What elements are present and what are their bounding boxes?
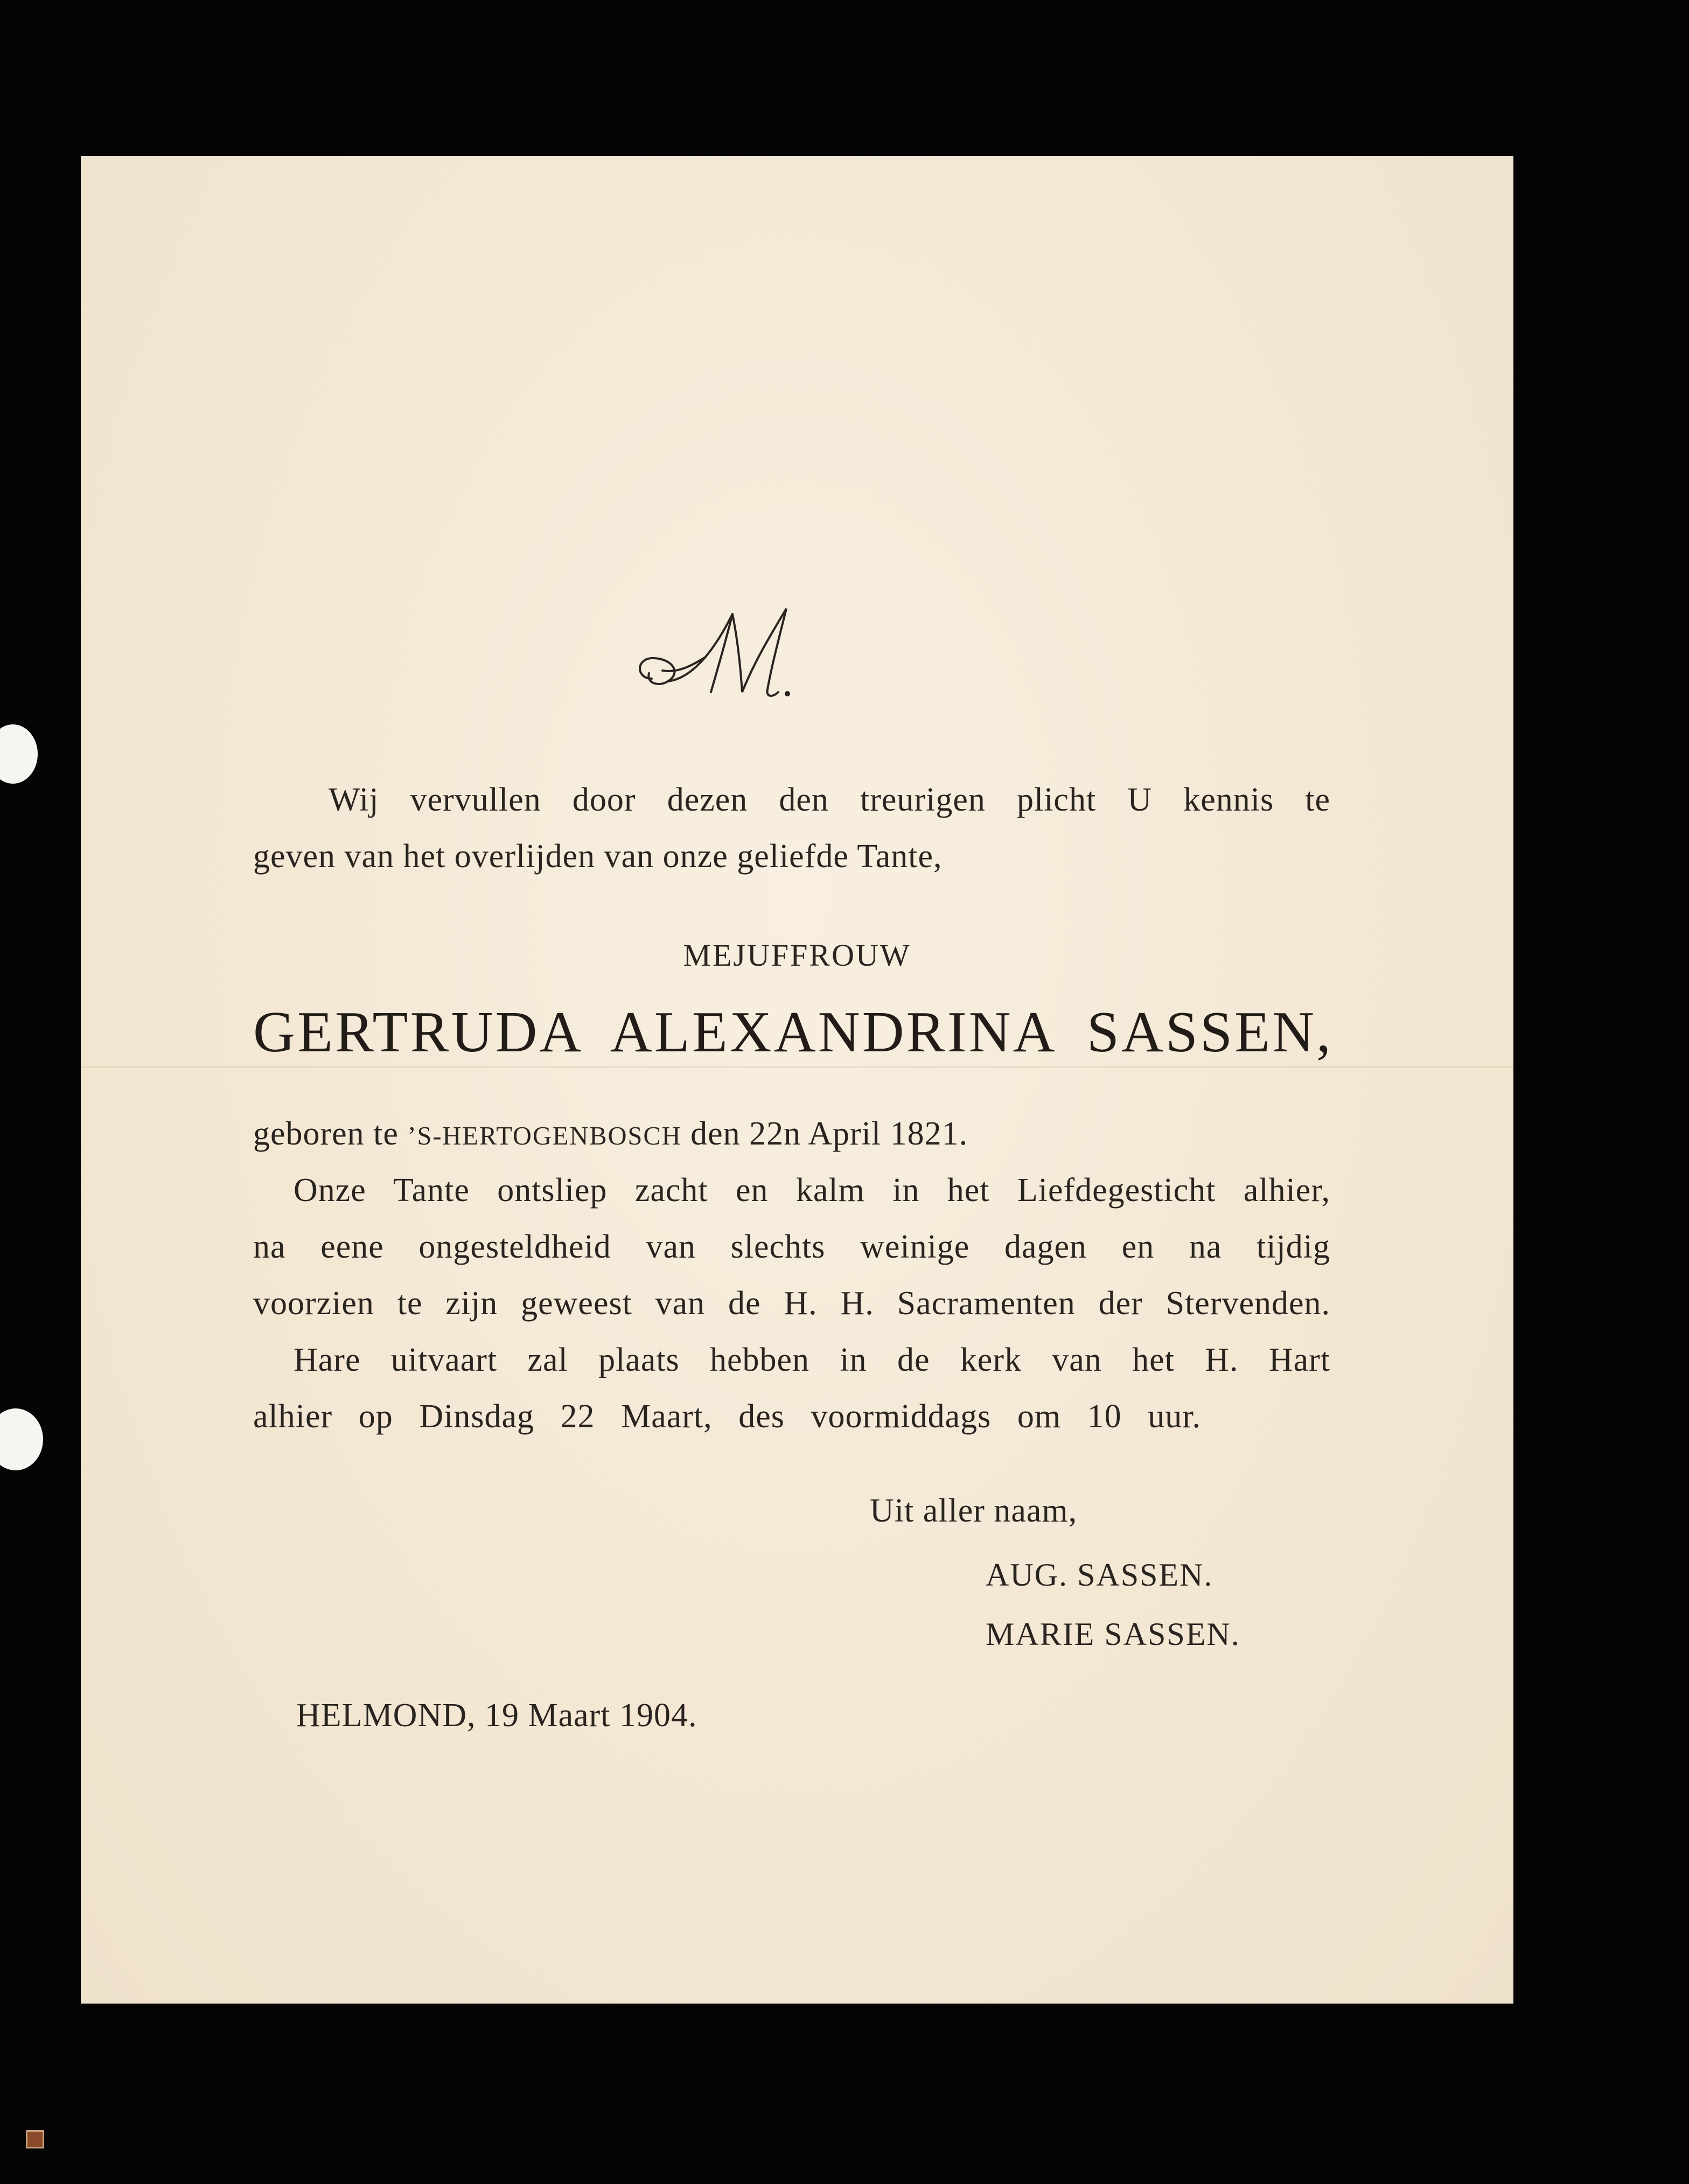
punch-hole-top xyxy=(0,724,38,784)
signer-name: AUG. SASSEN. xyxy=(986,1557,1213,1593)
notice-line-5: na eene ongesteldheid van slechts weinige dagen en na tijdig xyxy=(253,1229,1330,1265)
notice-line-4: Onze Tante ontsliep zacht en kalm in het Liefdegesticht alhier, xyxy=(294,1172,1330,1209)
death-notice-card xyxy=(81,156,1513,2004)
notice-line-6: voorzien te zijn geweest van de H. H. Sacramenten der Stervenden. xyxy=(253,1285,1330,1322)
notice-line-2: geven van het overlijden van onze geliefde Tante, xyxy=(253,838,943,875)
birth-place: ’S-HERTOGENBOSCH xyxy=(407,1122,682,1150)
notice-line-1: Wij vervullen door dezen den treurigen plicht U kennis te xyxy=(329,782,1330,818)
monogram-m-icon xyxy=(630,598,802,722)
birth-details xyxy=(253,1115,968,1153)
signer-name: MARIE SASSEN. xyxy=(986,1616,1240,1652)
honorific: MEJUFFROUW xyxy=(683,938,911,973)
punch-hole-bottom xyxy=(0,1408,43,1470)
birth-date: den 22n April 1821. xyxy=(681,1115,968,1152)
birth-prefix: geboren te xyxy=(253,1115,408,1152)
place-and-date: HELMOND, 19 Maart 1904. xyxy=(296,1697,697,1734)
deceased-name: GERTRUDA ALEXANDRINA SASSEN, xyxy=(253,1000,1333,1064)
closing-phrase: Uit aller naam, xyxy=(870,1492,1078,1529)
notice-line-8: alhier op Dinsdag 22 Maart, des voormiddags om 10 uur. xyxy=(253,1398,1201,1435)
fold-line xyxy=(81,1066,1513,1067)
archive-stamp-icon xyxy=(26,2130,44,2148)
notice-line-7: Hare uitvaart zal plaats hebben in de kerk van het H. Hart xyxy=(294,1342,1330,1378)
